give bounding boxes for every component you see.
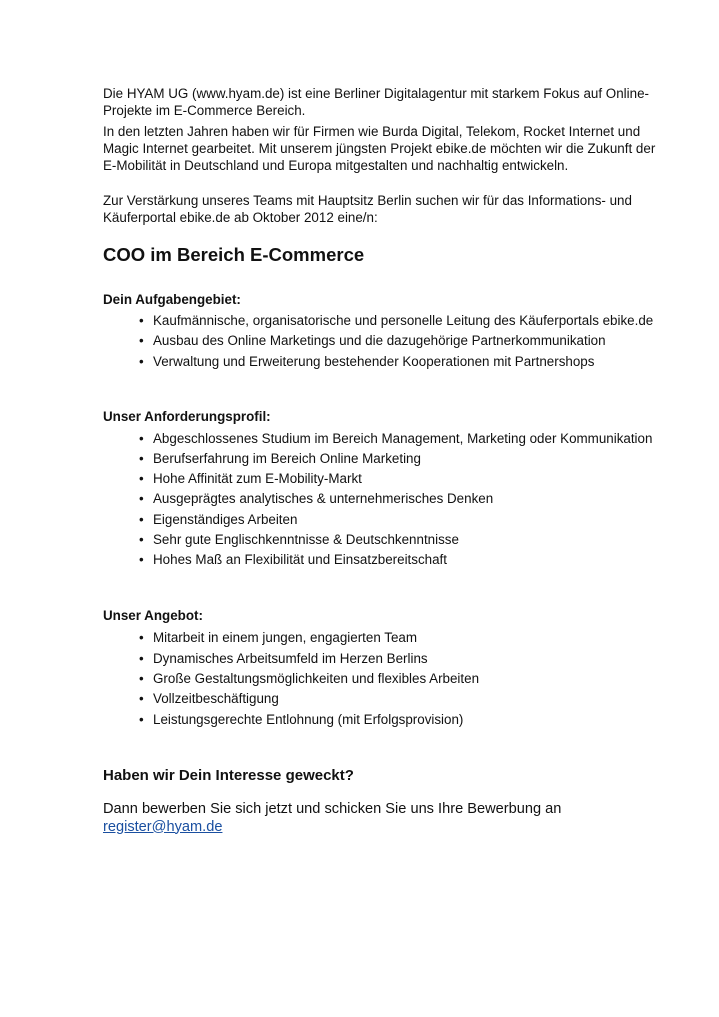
intro-paragraph-company: Die HYAM UG (www.hyam.de) ist eine Berliner Digitalagentur mit starkem Fokus auf Online-Projekte im E-Commerce Bereich.: [103, 86, 649, 118]
bullet-icon: •: [139, 313, 144, 328]
list-item: • Große Gestaltungsmöglichkeiten und flexibles Arbeiten: [139, 670, 480, 686]
bullet-icon: •: [139, 353, 144, 369]
bullet-icon: •: [139, 532, 144, 548]
list-item: • Leistungsgerechte Entlohnung (mit Erfolgsprovision): [139, 711, 464, 727]
closing-heading: Haben wir Dein Interesse geweckt?: [103, 766, 354, 784]
list-item: • Eigenständiges Arbeiten: [139, 511, 298, 527]
section-heading-requirements: Unser Anforderungsprofil:: [103, 408, 271, 424]
bullet-icon: •: [139, 630, 144, 646]
bullet-icon: •: [139, 650, 144, 666]
bullet-icon: •: [139, 670, 144, 686]
intro-paragraph-history: In den letzten Jahren haben wir für Firmen wie Burda Digital, Telekom, Rocket Internet und Magic Internet gearbeitet. Mit unserem jüngsten Projekt ebike.de möchten wir die Zukunft der E-Mobilität in Deutschland und Europa mitgestalten und nachhaltig entwickeln.: [103, 124, 656, 173]
list-item: • Dynamisches Arbeitsumfeld im Herzen Berlins: [139, 650, 428, 666]
section-heading-offer: Unser Angebot:: [103, 608, 203, 624]
bullet-icon: •: [139, 511, 144, 527]
offer-list: [103, 630, 663, 727]
list-item: • Mitarbeit in einem jungen, engagierten Team: [139, 630, 418, 646]
list-item: • Hohe Affinität zum E-Mobility-Markt: [139, 471, 362, 487]
closing-text: Dann bewerben Sie sich jetzt und schicken Sie uns Ihre Bewerbung an: [103, 800, 562, 817]
list-item: • Ausbau des Online Marketings und die dazugehörige Partnerkommunikation: [139, 333, 606, 349]
list-item: • Verwaltung und Erweiterung bestehender Kooperationen mit Partnershops: [139, 353, 595, 369]
list-item: • Vollzeitbeschäftigung: [139, 691, 279, 707]
bullet-icon: •: [139, 491, 144, 507]
bullet-icon: •: [139, 691, 144, 707]
list-item: • Sehr gute Englischkenntnisse & Deutschkenntnisse: [139, 532, 459, 548]
list-item: • Abgeschlossenes Studium im Bereich Management, Marketing oder Kommunikation: [139, 430, 653, 446]
requirements-list: [103, 431, 663, 569]
bullet-icon: •: [139, 471, 144, 487]
bullet-icon: •: [139, 430, 144, 446]
job-title: COO im Bereich E-Commerce: [103, 244, 365, 265]
bullet-icon: •: [139, 552, 144, 568]
job-posting-document: [103, 85, 663, 836]
section-heading-tasks: Dein Aufgabengebiet:: [103, 292, 241, 307]
tasks-list: [103, 313, 663, 370]
bullet-icon: •: [139, 450, 144, 466]
bullet-icon: •: [139, 333, 144, 349]
list-item: • Ausgeprägtes analytisches & unternehmerisches Denken: [139, 491, 494, 507]
email-line: [103, 818, 663, 836]
bullet-icon: •: [139, 711, 144, 727]
email-link[interactable]: register@hyam.de: [103, 818, 223, 835]
list-item: • Berufserfahrung im Bereich Online Marketing: [139, 450, 421, 466]
intro-paragraph-search: Zur Verstärkung unseres Teams mit Hauptsitz Berlin suchen wir für das Informations- und Käuferportal ebike.de ab Oktober 2012 eine/n:: [103, 193, 632, 225]
list-item: • Kaufmännische, organisatorische und personelle Leitung des Käuferportals ebike.de: [139, 313, 654, 328]
list-item: • Hohes Maß an Flexibilität und Einsatzbereitschaft: [139, 552, 447, 568]
